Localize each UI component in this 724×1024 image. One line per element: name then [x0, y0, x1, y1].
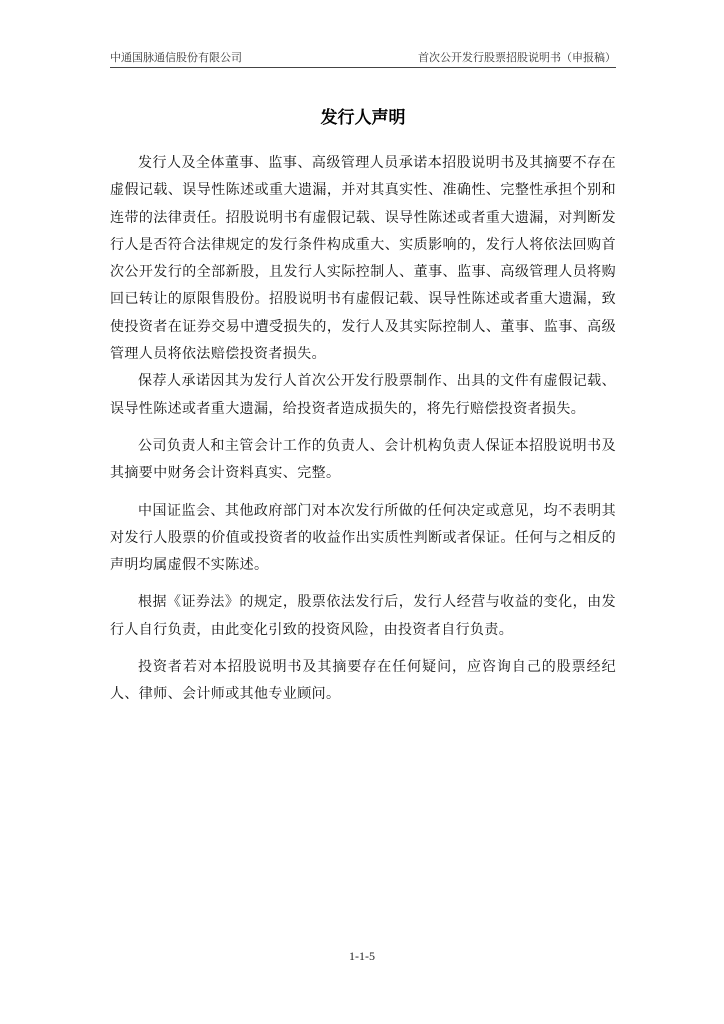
page-title: 发行人声明 [320, 108, 406, 128]
paragraph-issuer-commitment: 发行人及全体董事、监事、高级管理人员承诺本招股说明书及其摘要不存在虚假记载、误导性陈述或重大遗漏，并对其真实性、准确性、完整性承担个别和连带的法律责任。招股说明书有虚假记载、误导性陈述或者重大遗漏，对判断发行人是否符合法律规定的发行条件构成重大、实质影响的，发行人将依法回购首次公开发行的全部新股，且发行人实际控制人、董事、监事、高级管理人员将购回已转让的原限售股份。招股说明书有虚假记载、误导性陈述或者重大遗漏，致使投资者在证券交易中遭受损失的，发行人及其实际控制人、董事、监事、高级管理人员将依法赔偿投资者损失。 [110, 155, 616, 363]
declaration-body [110, 150, 616, 709]
paragraph-financial-guarantee: 公司负责人和主管会计工作的负责人、会计机构负责人保证本招股说明书及其摘要中财务会计资料真实、完整。 [110, 437, 616, 482]
header-document-title: 首次公开发行股票招股说明书（申报稿） [418, 51, 616, 64]
header-company-name: 中通国脉通信股份有限公司 [110, 51, 242, 64]
paragraph-securities-law: 根据《证券法》的规定，股票依法发行后，发行人经营与收益的变化，由发行人自行负责，由此变化引致的投资风险，由投资者自行负责。 [110, 594, 616, 638]
paragraph-sponsor-commitment: 保荐人承诺因其为发行人首次公开发行股票制作、出具的文件有虚假记载、误导性陈述或者重大遗漏，给投资者造成损失的，将先行赔偿投资者损失。 [110, 373, 616, 417]
page-header [110, 50, 616, 67]
header-divider [110, 67, 616, 68]
paragraph-csrc-disclaimer: 中国证监会、其他政府部门对本次发行所做的任何决定或意见，均不表明其对发行人股票的价值或投资者的收益作出实质性判断或者保证。任何与之相反的声明均属虚假不实陈述。 [110, 502, 616, 574]
page-number: 1-1-5 [349, 949, 375, 963]
paragraph-investor-advice: 投资者若对本招股说明书及其摘要存在任何疑问，应咨询自己的股票经纪人、律师、会计师或其他专业顾问。 [110, 659, 616, 703]
